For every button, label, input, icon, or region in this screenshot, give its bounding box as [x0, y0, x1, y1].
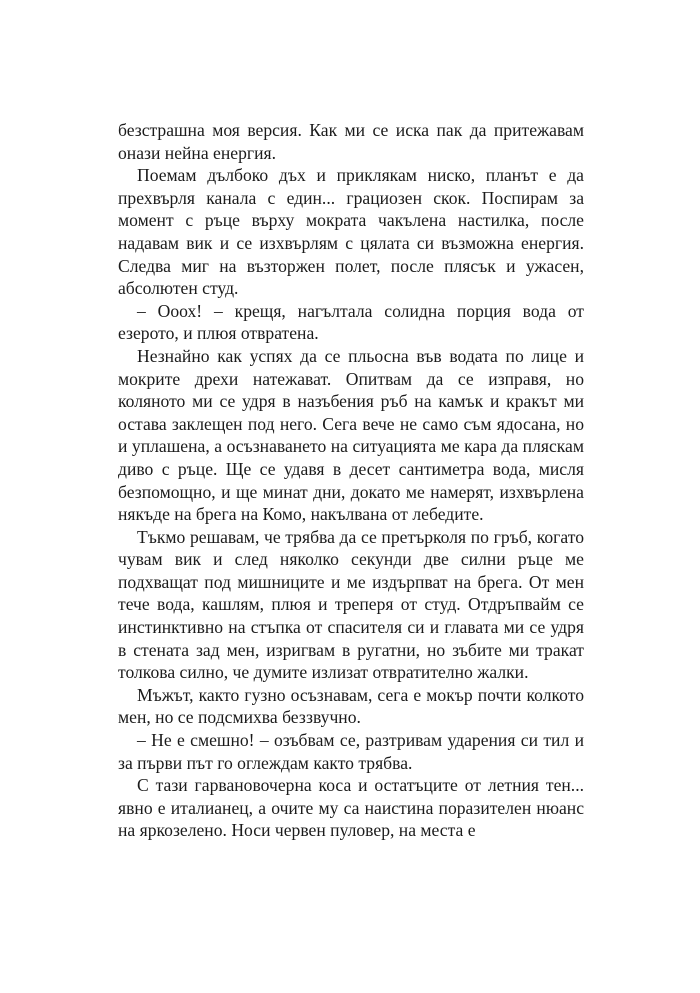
- paragraph: Поемам дълбоко дъх и приклякам ниско, планът е да прехвърля канала с един... грациозен скок. Поспирам за момент с ръце върху мократа чакълена настилка, после надавам вик и се изхвърлям с цялата си възможна енергия. Следва миг на възторжен полет, после плясък и ужасен, абсолютен студ.: [118, 165, 584, 299]
- page-body-text: [118, 119, 584, 842]
- paragraph: С тази гарвановочерна коса и остатъците от летния тен... явно е италианец, а очите му са наистина поразителен нюанс на яркозелено. Носи червен пуловер, на места е: [118, 775, 584, 841]
- paragraph: безстрашна моя версия. Как ми се иска пак да притежавам онази нейна енергия.: [118, 120, 584, 163]
- paragraph: Тъкмо решавам, че трябва да се претърколя по гръб, когато чувам вик и след няколко секунди две силни ръце ме подхващат под мишниците и ме издърпват на брега. От мен тече вода, кашлям, плюя и треперя от студ. Отдръпвайм се инстинктивно на стъпка от спасителя си и главата ми се удря в стената зад мен, изригвам в ругатни, но зъбите ми тракат толкова силно, че думите излизат отвратително жалки.: [118, 526, 584, 683]
- paragraph: Незнайно как успях да се пльосна във водата по лице и мокрите дрехи натежават. Опитвам да се изправя, но коляното ми се удря в назъбения ръб на камък и кракът ми остава заклещен под него. Сега вече не само съм ядосана, но и уплашена, а осъзнаването на ситуацията ме кара да пляскам диво с ръце. Ще се удавя в десет сантиметра вода, мисля безпомощно, и ще минат дни, докато ме намерят, изхвърлена някъде на брега на Комо, накълвана от лебедите.: [118, 345, 584, 525]
- dialogue-paragraph: – Ооох! – крещя, нагълтала солидна порция вода от езерото, и плюя отвратена.: [118, 300, 584, 344]
- dialogue-paragraph: – Не е смешно! – озъбвам се, разтривам ударения си тил и за първи път го оглеждам както трябва.: [118, 730, 584, 773]
- paragraph: Мъжът, както гузно осъзнавам, сега е мокър почти колкото мен, но се подсмихва беззвучно.: [118, 684, 584, 728]
